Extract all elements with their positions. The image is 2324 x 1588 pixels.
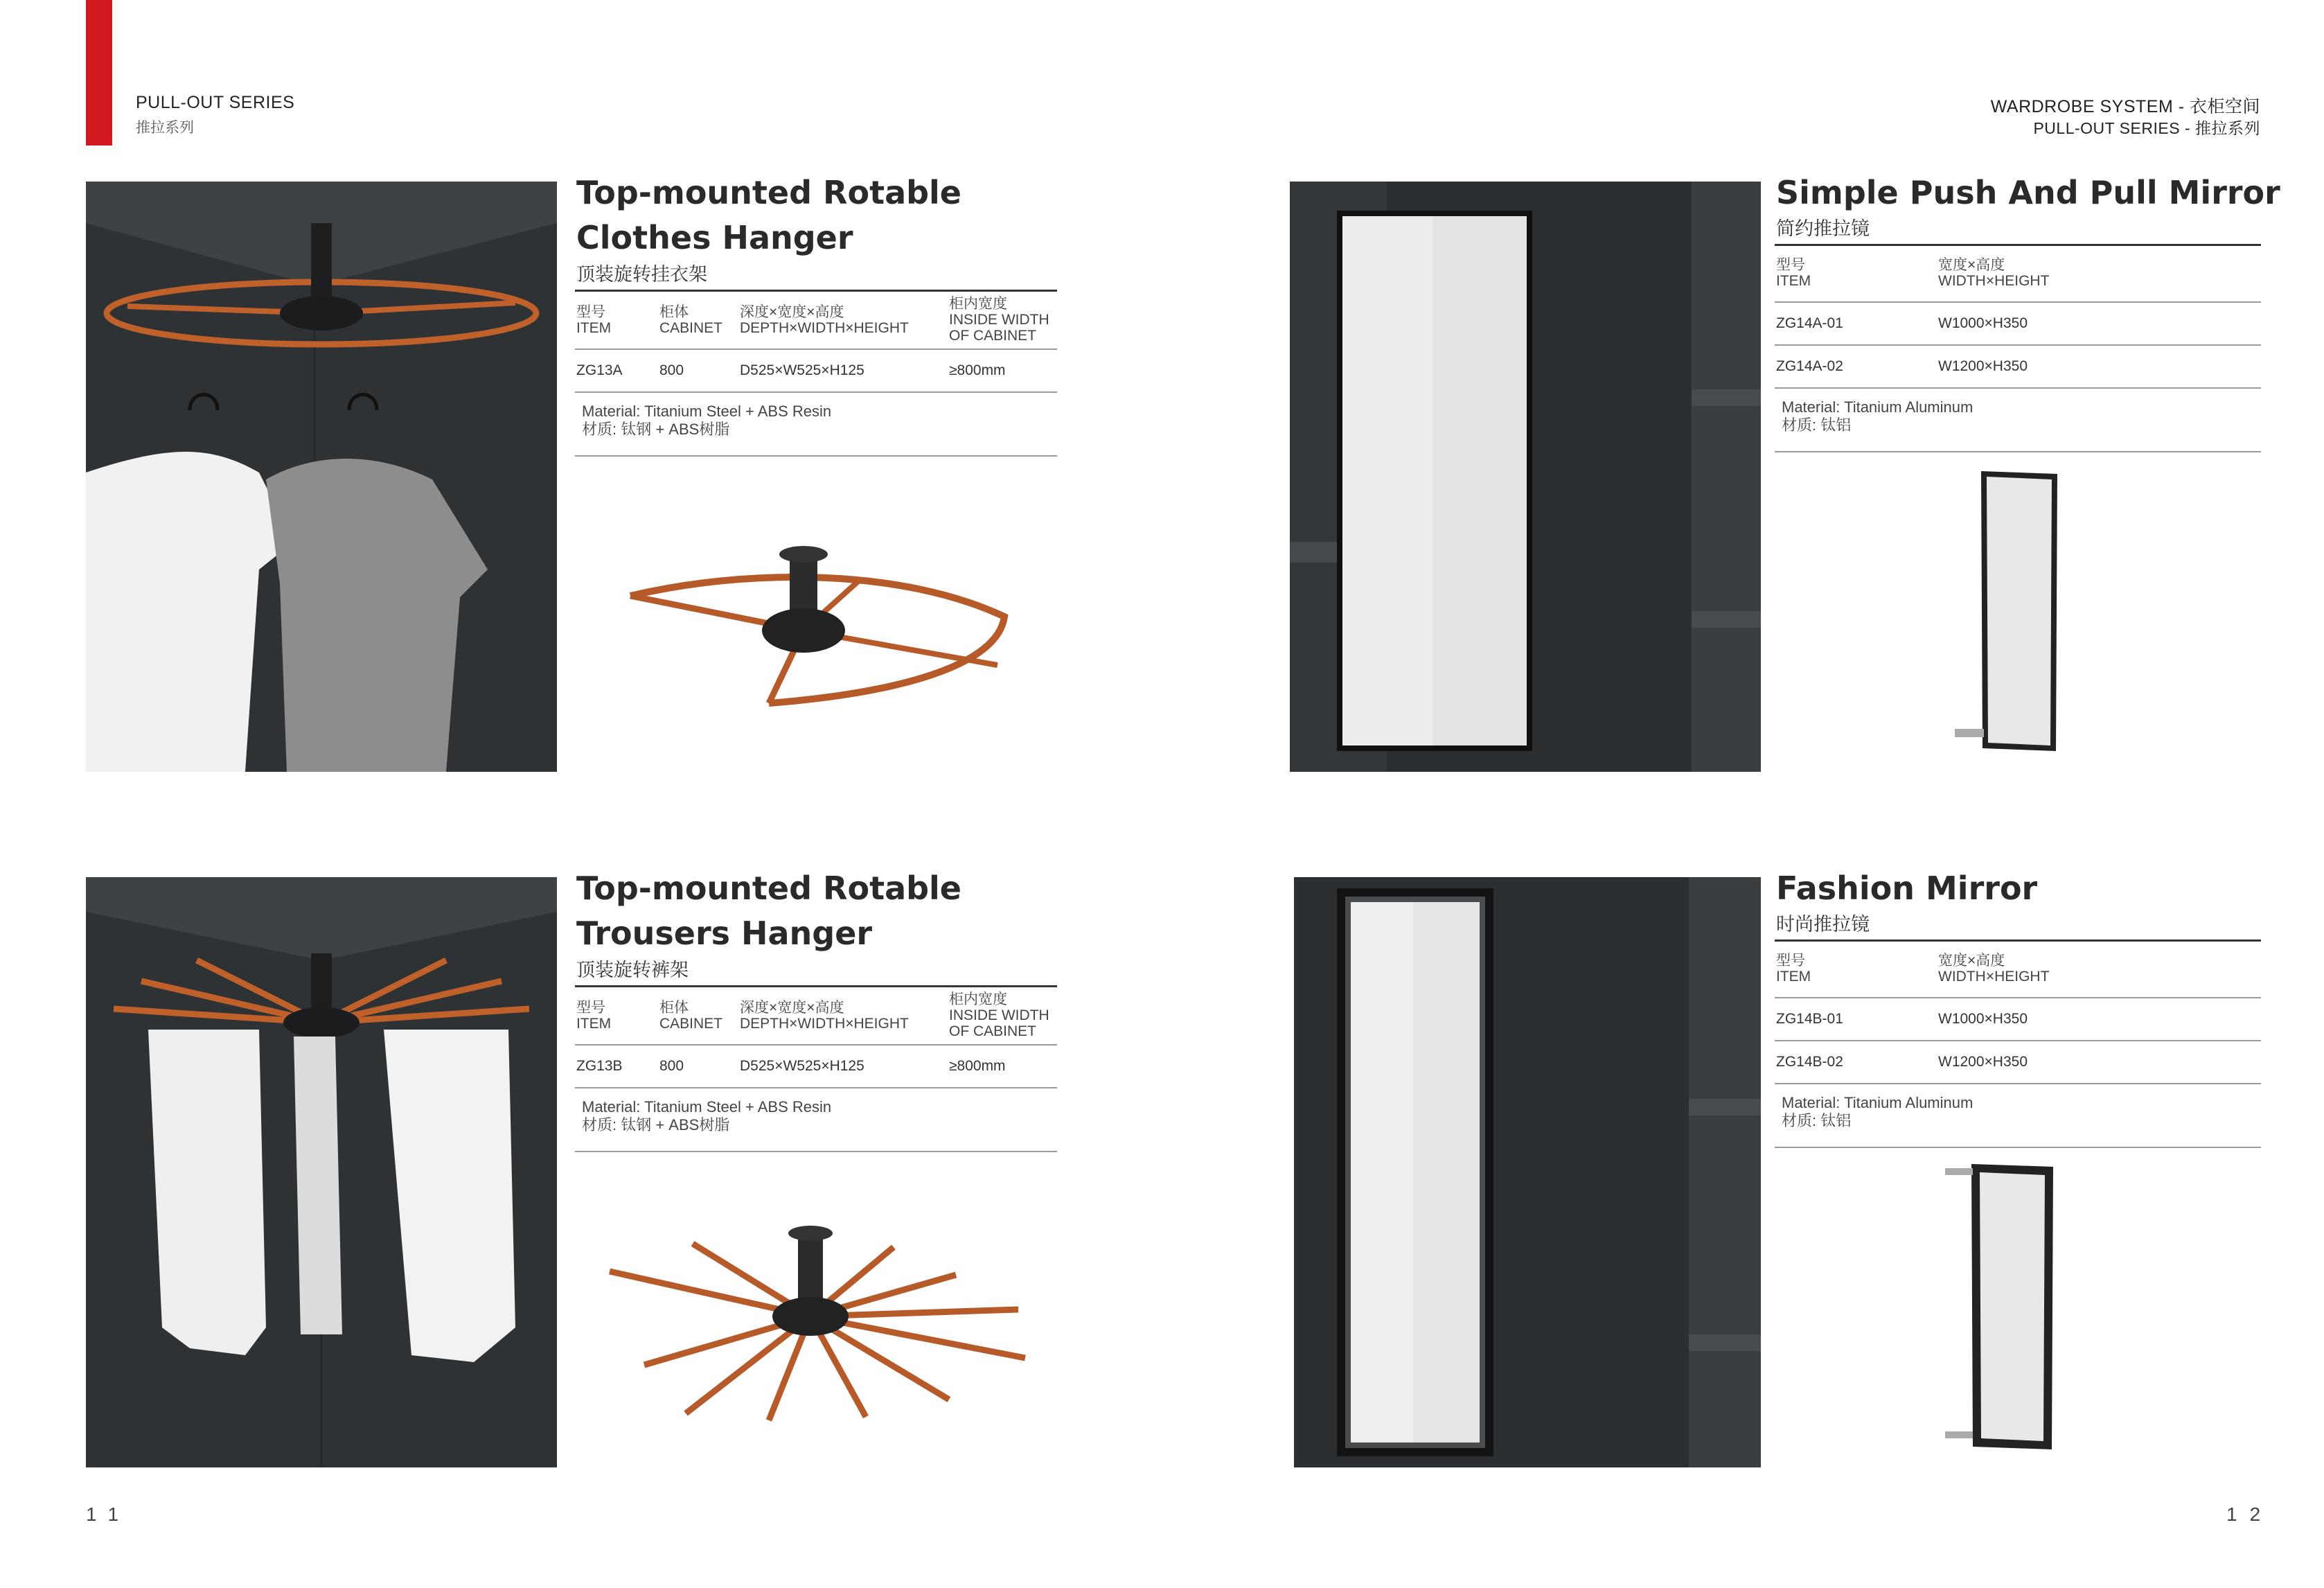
material-row (575, 1088, 1057, 1152)
header-dim-cn: 宽度×高度 (1938, 953, 2005, 969)
row-cabinet: 800 (659, 1058, 684, 1074)
material-row (1775, 1084, 2261, 1148)
material-en: Material: Titanium Steel + ABS Resin (582, 1098, 832, 1115)
row-dim: D525×W525×H125 (740, 362, 864, 378)
material-cn: 材质: 钛铝 (1782, 416, 1852, 434)
spec-row-2 (1775, 1041, 2261, 1084)
header-dim-en: DEPTH×WIDTH×HEIGHT (740, 320, 909, 336)
trousers-hanger-spec-table (575, 985, 1057, 1152)
spec-header-row (1775, 246, 2261, 303)
row-cabinet: 800 (659, 362, 684, 378)
fashion-mirror-photo (1294, 877, 1761, 1467)
simple-mirror-subtitle: 简约推拉镜 (1776, 218, 1870, 239)
header-item-en: ITEM (576, 1016, 612, 1032)
material-cn: 材质: 钛铝 (1782, 1112, 1852, 1129)
trousers-hanger-title-line2: Trousers Hanger (576, 915, 873, 952)
header-right-line1: WARDROBE SYSTEM - 衣柜空间 (1990, 97, 2260, 116)
header-cabinet-cn: 柜体 (659, 304, 689, 320)
spec-header-row (575, 987, 1057, 1046)
spec-row (575, 350, 1057, 393)
row-inside: ≥800mm (949, 1058, 1006, 1074)
red-section-tab-tip (86, 119, 112, 143)
header-dim-en: WIDTH×HEIGHT (1938, 273, 2050, 289)
row-dim: W1000×H350 (1938, 315, 2028, 331)
clothes-hanger-subtitle: 顶装旋转挂衣架 (576, 264, 707, 285)
header-dim-en: WIDTH×HEIGHT (1938, 969, 2050, 985)
header-item-cn: 型号 (576, 1000, 605, 1016)
header-dim-cn: 深度×宽度×高度 (740, 1000, 844, 1016)
header-inside-en2: OF CABINET (949, 328, 1037, 344)
fashion-mirror-title: Fashion Mirror (1776, 870, 2038, 907)
header-right-line2: PULL-OUT SERIES - 推拉系列 (2033, 119, 2260, 137)
simple-mirror-product-image (1953, 466, 2071, 757)
header-item-en: ITEM (576, 320, 612, 336)
header-inside-cn: 柜内宽度 (949, 296, 1007, 312)
row-item: ZG14A-02 (1776, 358, 1843, 374)
header-item-cn: 型号 (1776, 257, 1805, 273)
fashion-mirror-subtitle: 时尚推拉镜 (1776, 914, 1870, 935)
material-cn: 材质: 钛钢 + ABS树脂 (582, 421, 730, 438)
header-cabinet-en: CABINET (659, 1016, 723, 1032)
row-item: ZG13A (576, 362, 623, 378)
trousers-hanger-subtitle: 顶装旋转裤架 (576, 960, 689, 980)
header-inside-en2: OF CABINET (949, 1023, 1037, 1039)
spec-row-1 (1775, 998, 2261, 1041)
trousers-hanger-title-line1: Top-mounted Rotable (576, 870, 961, 907)
clothes-hanger-title-line2: Clothes Hanger (576, 219, 853, 256)
row-dim: D525×W525×H125 (740, 1058, 864, 1074)
clothes-hanger-title-line1: Top-mounted Rotable (576, 174, 961, 211)
simple-mirror-photo (1290, 182, 1761, 772)
simple-mirror-title: Simple Push And Pull Mirror (1776, 174, 2280, 211)
row-item: ZG14B-01 (1776, 1011, 1843, 1027)
row-dim: W1200×H350 (1938, 358, 2028, 374)
spec-row-2 (1775, 346, 2261, 389)
row-dim: W1000×H350 (1938, 1011, 2028, 1027)
header-left-series-cn: 推拉系列 (136, 120, 194, 136)
header-item-en: ITEM (1776, 273, 1811, 289)
header-item-cn: 型号 (1776, 953, 1805, 969)
clothes-hanger-spec-table (575, 290, 1057, 457)
fashion-mirror-product-image (1944, 1161, 2061, 1452)
spec-header-row (1775, 942, 2261, 998)
simple-mirror-spec-table (1775, 244, 2261, 452)
trousers-hanger-product-image (603, 1219, 1046, 1427)
fashion-mirror-spec-table (1775, 939, 2261, 1148)
page-number-left: 11 (86, 1503, 132, 1525)
header-left-series: PULL-OUT SERIES (136, 93, 295, 112)
material-en: Material: Titanium Aluminum (1782, 398, 1973, 416)
header-inside-en1: INSIDE WIDTH (949, 1007, 1049, 1023)
header-dim-cn: 深度×宽度×高度 (740, 304, 844, 320)
spec-header-row (575, 292, 1057, 350)
material-row (575, 393, 1057, 457)
row-inside: ≥800mm (949, 362, 1006, 378)
row-item: ZG13B (576, 1058, 623, 1074)
material-en: Material: Titanium Steel + ABS Resin (582, 403, 832, 420)
header-inside-en1: INSIDE WIDTH (949, 312, 1049, 328)
header-item-en: ITEM (1776, 969, 1811, 985)
header-cabinet-en: CABINET (659, 320, 723, 336)
material-row (1775, 389, 2261, 452)
spec-row-1 (1775, 303, 2261, 346)
material-cn: 材质: 钛钢 + ABS树脂 (582, 1116, 730, 1133)
page-number-right: 12 (2226, 1503, 2273, 1525)
clothes-hanger-product-image (610, 527, 1025, 734)
clothes-hanger-photo (86, 182, 557, 772)
header-inside-cn: 柜内宽度 (949, 991, 1007, 1007)
trousers-hanger-photo (86, 877, 557, 1467)
header-dim-cn: 宽度×高度 (1938, 257, 2005, 273)
header-item-cn: 型号 (576, 304, 605, 320)
row-dim: W1200×H350 (1938, 1054, 2028, 1070)
material-en: Material: Titanium Aluminum (1782, 1094, 1973, 1111)
header-cabinet-cn: 柜体 (659, 1000, 689, 1016)
spec-row (575, 1046, 1057, 1088)
header-dim-en: DEPTH×WIDTH×HEIGHT (740, 1016, 909, 1032)
row-item: ZG14A-01 (1776, 315, 1843, 331)
row-item: ZG14B-02 (1776, 1054, 1843, 1070)
